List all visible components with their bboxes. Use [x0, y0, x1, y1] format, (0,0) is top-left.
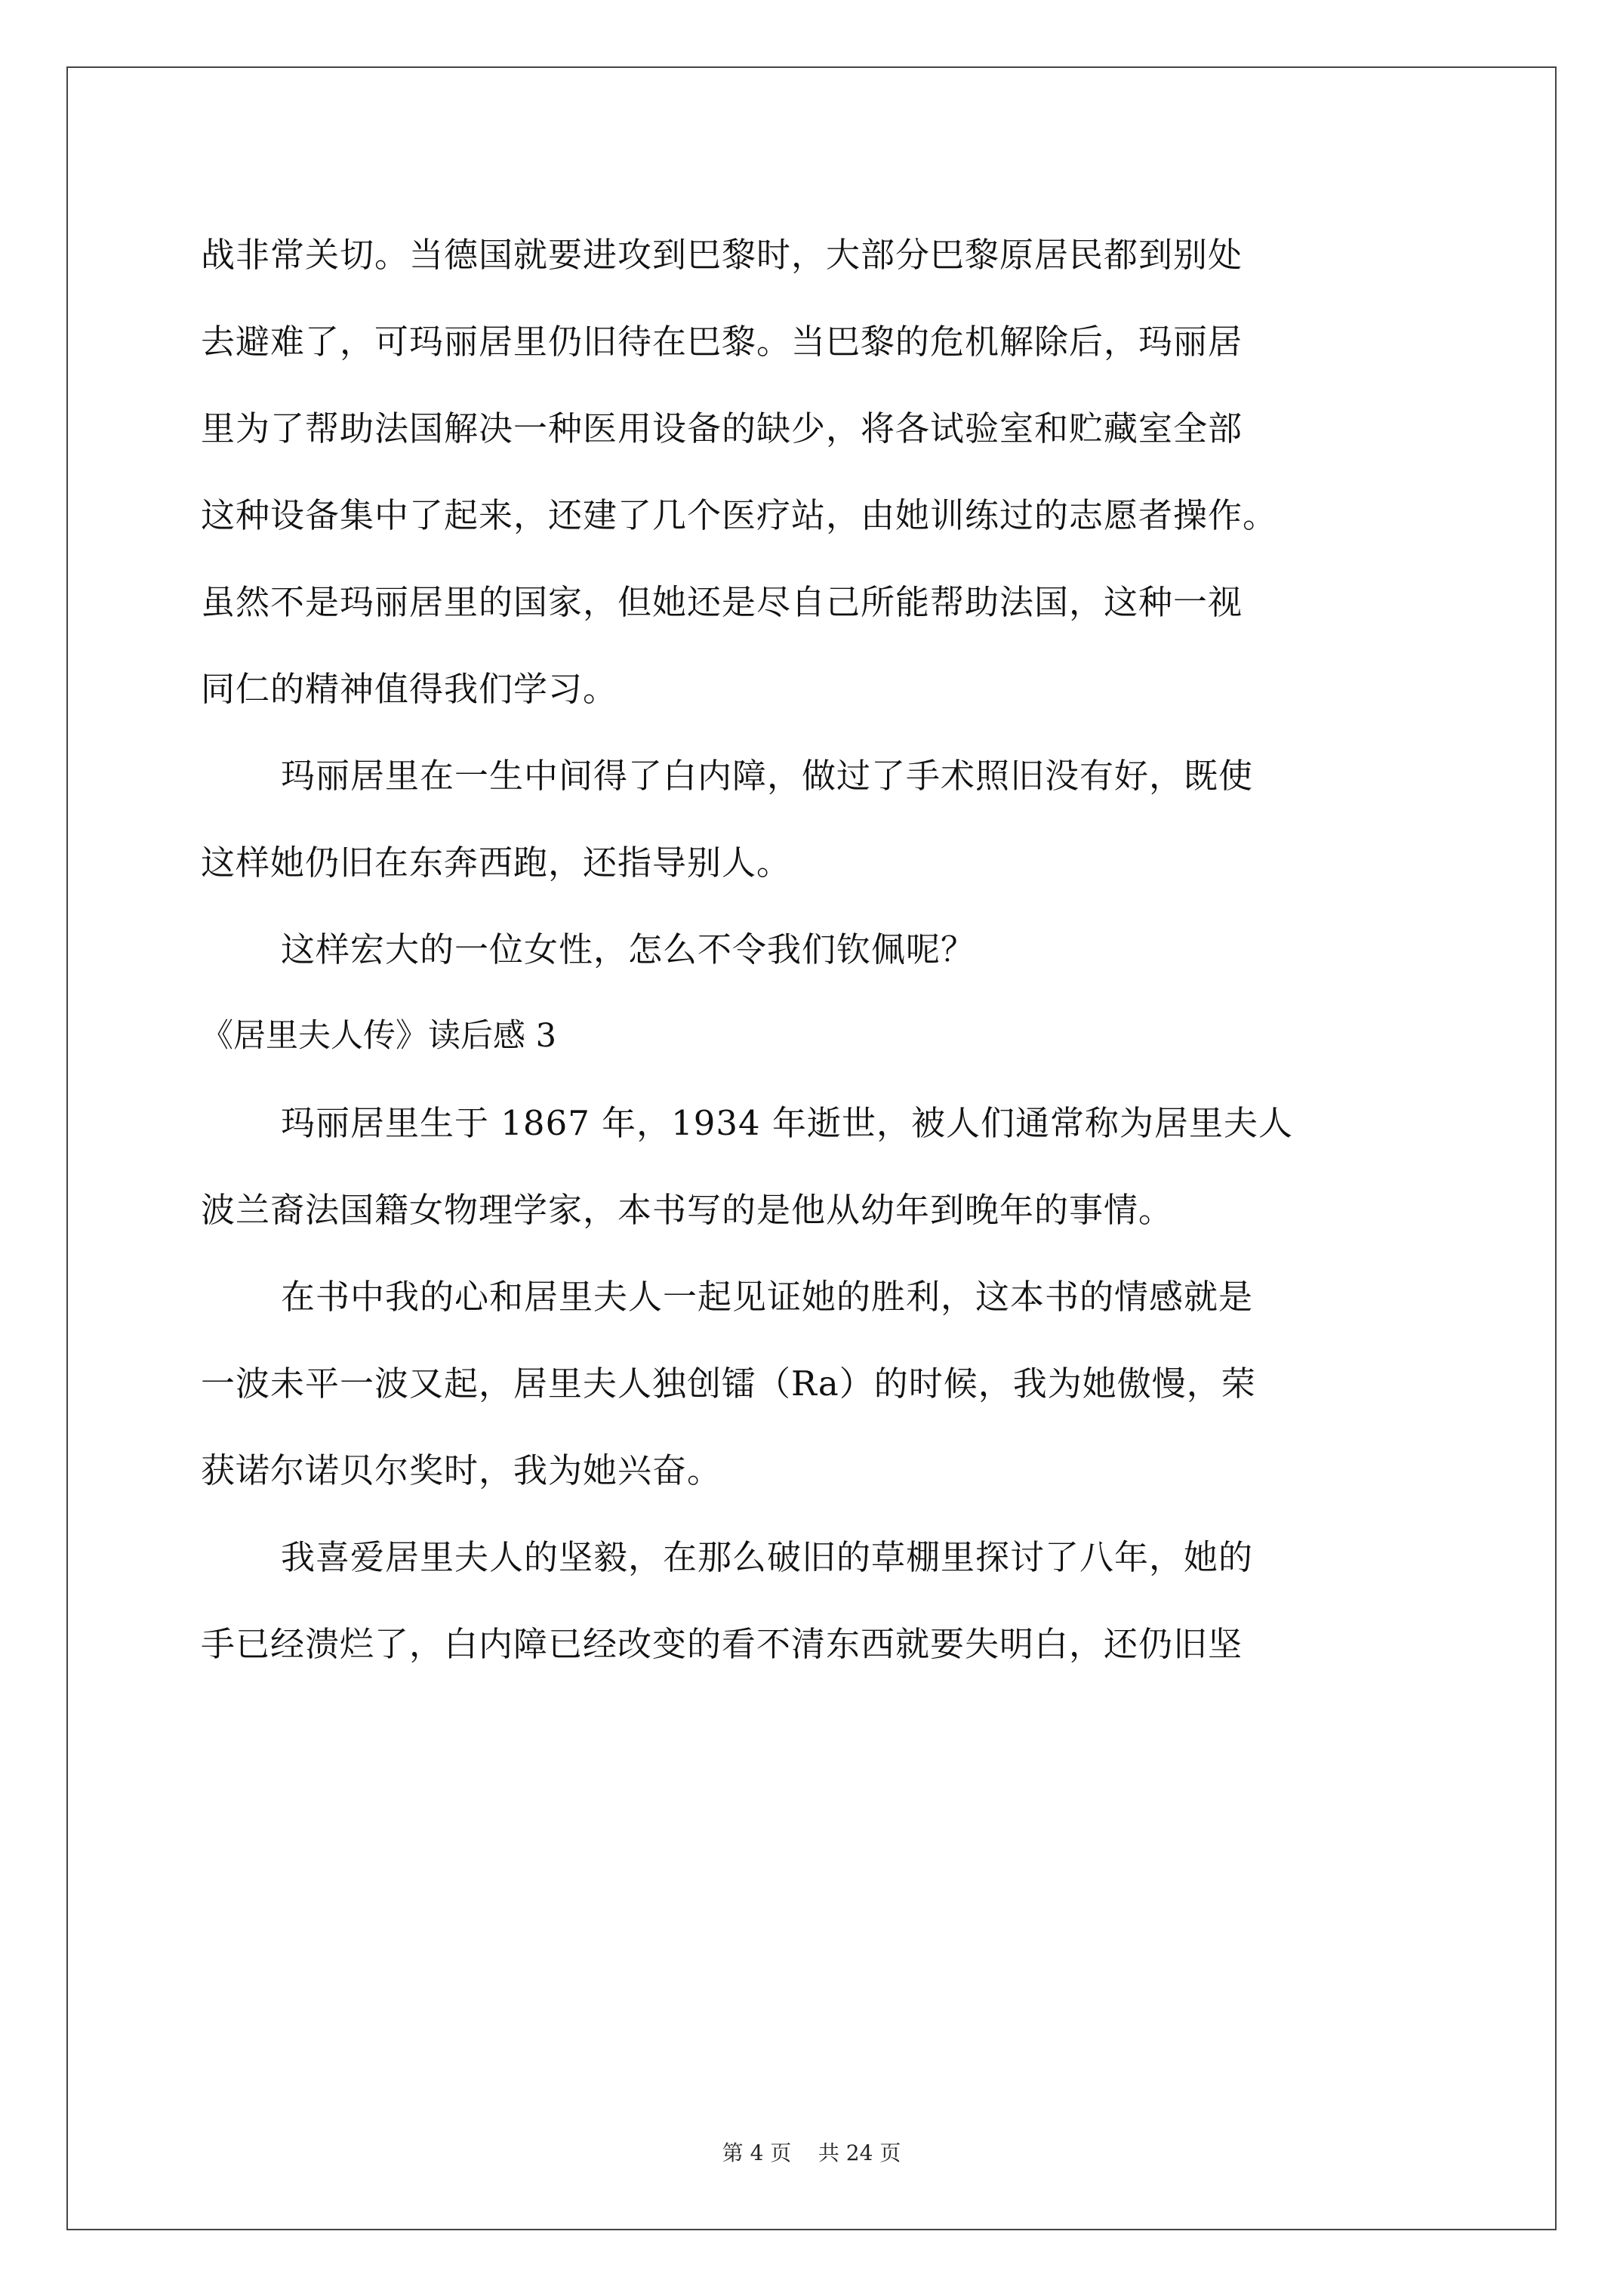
- text-line: 虽然不是玛丽居里的国家，但她还是尽自己所能帮助法国，这种一视: [201, 582, 1243, 622]
- text-line: 战非常关切。当德国就要进攻到巴黎时，大部分巴黎原居民都到别处: [201, 235, 1243, 275]
- text-line: 手已经溃烂了，白内障已经改变的看不清东西就要失明白，还仍旧坚: [201, 1624, 1243, 1664]
- text-line: 这样她仍旧在东奔西跑，还指导别人。: [201, 843, 792, 883]
- paragraph-start-line: 玛丽居里生于 1867 年，1934 年逝世，被人们通常称为居里夫人: [281, 1103, 1293, 1143]
- paragraph-start-line: 在书中我的心和居里夫人一起见证她的胜利，这本书的情感就是: [281, 1277, 1254, 1317]
- text-line: 同仁的精神值得我们学习。: [201, 669, 618, 709]
- text-line: 一波未平一波又起，居里夫人独创镭（Ra）的时候，我为她傲慢，荣: [201, 1364, 1256, 1404]
- page-number: 第 4 页 共 24 页: [722, 2140, 901, 2165]
- document-body: [201, 211, 1439, 1687]
- text-line: 去避难了，可玛丽居里仍旧待在巴黎。当巴黎的危机解除后，玛丽居: [201, 322, 1243, 362]
- text-line: 波兰裔法国籍女物理学家，本书写的是他从幼年到晚年的事情。: [201, 1190, 1174, 1230]
- text-line: 获诺尔诺贝尔奖时，我为她兴奋。: [201, 1450, 722, 1490]
- paragraph-start-line: 玛丽居里在一生中间得了白内障，做过了手术照旧没有好，既使: [281, 756, 1254, 796]
- text-line: 里为了帮助法国解决一种医用设备的缺少，将各试验室和贮藏室全部: [201, 408, 1243, 448]
- paragraph-start-line: 这样宏大的一位女性，怎么不令我们钦佩呢？: [281, 929, 976, 969]
- section-heading: 《居里夫人传》读后感 3: [201, 1017, 557, 1055]
- text-line: 这种设备集中了起来，还建了几个医疗站，由她训练过的志愿者操作。: [201, 495, 1278, 535]
- paragraph-start-line: 我喜爱居里夫人的坚毅，在那么破旧的草棚里探讨了八年，她的: [281, 1537, 1254, 1577]
